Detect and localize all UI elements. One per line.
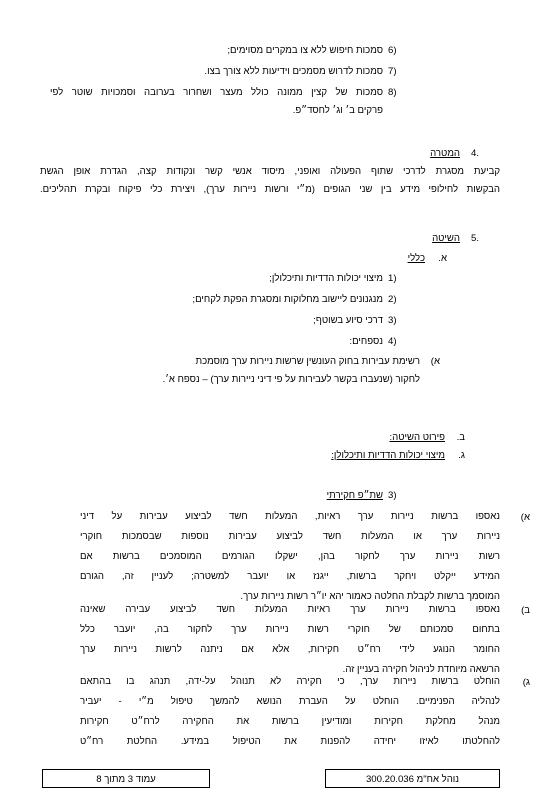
list-item-text: מנגנונים ליישוב מחלוקות ומסגרת הפקת לקחים; bbox=[192, 294, 383, 305]
sub-letter: ג. bbox=[458, 450, 465, 461]
para-line: נאספו ברשות ניירות ערך ראיות המעלות חשד לביצוע עבירה שאינה bbox=[80, 604, 500, 615]
section-heading: השיטה bbox=[432, 233, 460, 244]
sub-title: כללי bbox=[407, 253, 425, 264]
list-item-text: סמכות לדרוש מסמכים וידיעות ללא צורך בצו. bbox=[204, 66, 383, 77]
para-line: לנהליה הפנימיים. הוחלט על העברת הנושא להמשך טיפול מ״י - יעביר bbox=[80, 696, 500, 707]
appendix-text-cont: לחקור (שנעברו בקשר לעבירות על פי דיני ניירות ערך) – נספח א׳. bbox=[162, 374, 420, 385]
para-letter: א) bbox=[520, 512, 530, 523]
paragraph bbox=[80, 672, 500, 752]
list-item-text: סמכות של קצין ממונה כולל מעצר ושחרור בערובה וסמכויות שוטר לפי bbox=[50, 87, 383, 98]
list-number: 4) bbox=[388, 336, 397, 347]
appendix-letter: א) bbox=[430, 356, 440, 367]
section-text-line: הבקשות לחילופי מידע בין שני הגופים (מ״י ורשות ניירות ערך), ויצירת כלי פיקוח ובקרת תהליכים. bbox=[40, 184, 500, 195]
para-line: המידע ייקלט ויחקר ברשות, ייגנז או יועבר למשטרה; לעניין זה, הגורם bbox=[80, 571, 500, 582]
appendix-text: רשימת עבירות בחוק העונשין שרשות ניירות ערך מוסמכת bbox=[195, 356, 420, 367]
list-number: 3) bbox=[388, 490, 397, 501]
para-line: רשות ניירות ערך לחקור בהן, ישקלו הגורמים המוסמכים ברשות אם bbox=[80, 551, 500, 562]
list-item-text: נספחים: bbox=[349, 336, 383, 347]
sub-letter: ב. bbox=[456, 432, 465, 443]
para-line: המוסמך ברשות לקבלת החלטה כאמור יהא יו״ר רשות ניירות ערך. bbox=[240, 591, 500, 602]
list-item-text: דרכי סיוע בשוטף; bbox=[313, 315, 383, 326]
list-item-text-cont: פרקים ב׳ וג׳ לחסד״פ. bbox=[292, 105, 383, 116]
sub-letter: א. bbox=[438, 253, 447, 264]
para-line: הוחלט ברשות ניירות ערך, כי חקירה לא תנוהל על-ידה, תנהג בו בהתאם bbox=[80, 676, 500, 687]
paragraph bbox=[80, 507, 500, 607]
list-number: 8) bbox=[388, 87, 397, 98]
footer-page-number: עמוד 3 מתוך 8 bbox=[42, 769, 210, 788]
list-number: 7) bbox=[388, 66, 397, 77]
para-letter: ג) bbox=[522, 677, 530, 688]
para-line: הרשאה מיוחדת לניהול חקירה בעניין זה. bbox=[342, 664, 500, 675]
section-number: 5. bbox=[471, 233, 480, 244]
section-heading: המטרה bbox=[430, 148, 460, 159]
para-line: נאספו ברשות ניירות ערך ראיות, המעלות חשד לביצוע עבירות על דיני bbox=[80, 511, 500, 522]
list-item-text: מיצוי יכולות הדדיות ותיכלולן; bbox=[269, 273, 383, 284]
footer-procedure-id: נוהל אח"מ 300.20.036 bbox=[325, 769, 500, 788]
section-text-line: קביעת מסגרת לדרכי שתוף הפעולה ואופני, מיסוד אנשי קשר ונקודות קצה, הגדרת אופן הגשת bbox=[40, 166, 500, 177]
list-item-text: סמכות חיפוש ללא צו במקרים מסוימים; bbox=[227, 45, 383, 56]
list-number: 1) bbox=[388, 273, 397, 284]
list-number: 3) bbox=[388, 315, 397, 326]
sub-title: מיצוי יכולות הדדיות ותיכלולן: bbox=[331, 450, 445, 461]
paragraph bbox=[80, 600, 500, 680]
section-number: 4. bbox=[471, 148, 480, 159]
para-letter: ב) bbox=[521, 605, 530, 616]
para-line: להחלטתו לאיזו יחידה להפנות את הטיפול במידע. החלטת רח״ט bbox=[80, 736, 500, 747]
list-item-heading: שת״פ חקירתי bbox=[326, 490, 383, 501]
list-number: 6) bbox=[388, 45, 397, 56]
sub-title: פירוט השיטה: bbox=[389, 432, 445, 443]
para-line: מנהל מחלקת חקירות ומודיעין ברשות את החקירה לרח״ט חקירות bbox=[80, 716, 500, 727]
para-line: החומר הנוגע לידי רח״ט חקירות, אלא אם ניתנה לרשות ניירות ערך bbox=[80, 644, 500, 655]
list-number: 2) bbox=[388, 294, 397, 305]
para-line: בתחום סמכותם של חוקרי רשות ניירות ערך לחקור בה, יועבר כלל bbox=[80, 624, 500, 635]
para-line: ניירות ערך או המעלות חשד לביצוע עבירות נוספות שבסמכות חוקרי bbox=[80, 531, 500, 542]
